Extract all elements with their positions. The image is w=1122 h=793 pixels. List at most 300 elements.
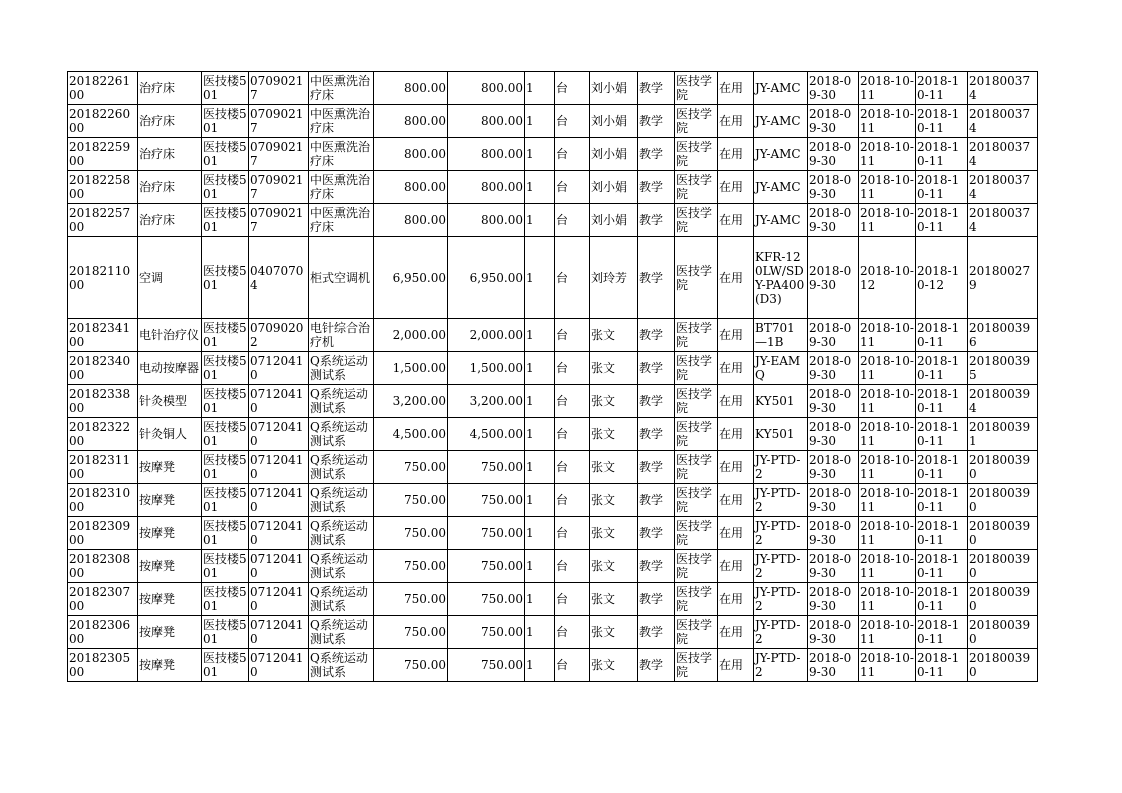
- table-row: [68, 451, 1038, 484]
- cell-department: 医技学院: [675, 237, 718, 319]
- cell-total-amount: 800.00: [448, 72, 525, 105]
- cell-document-no: 201800390: [968, 616, 1038, 649]
- cell-total-amount: 750.00: [448, 550, 525, 583]
- cell-status: 在用: [718, 649, 754, 682]
- cell-category-code: 07120410: [249, 418, 309, 451]
- cell-unit-price: 800.00: [374, 138, 448, 171]
- table-row: [68, 171, 1038, 204]
- cell-asset-name: 治疗床: [138, 72, 202, 105]
- cell-category-code: 04070704: [249, 237, 309, 319]
- cell-total-amount: 6,950.00: [448, 237, 525, 319]
- cell-model: JY-PTD-2: [754, 583, 808, 616]
- cell-unit-price: 800.00: [374, 204, 448, 237]
- table-row: [68, 319, 1038, 352]
- cell-category-code: 07120410: [249, 616, 309, 649]
- cell-usage: 教学: [638, 319, 675, 352]
- cell-custodian: 张文: [590, 616, 638, 649]
- cell-entry-date: 2018-10-11: [859, 319, 916, 352]
- cell-category-name: Q系统运动测试系: [309, 418, 374, 451]
- cell-total-amount: 750.00: [448, 616, 525, 649]
- cell-usage: 教学: [638, 204, 675, 237]
- cell-document-no: 201800374: [968, 204, 1038, 237]
- cell-asset-name: 空调: [138, 237, 202, 319]
- cell-entry-date: 2018-10-11: [859, 204, 916, 237]
- cell-asset-id: 2018231000: [68, 484, 138, 517]
- cell-asset-name: 治疗床: [138, 105, 202, 138]
- cell-asset-id: 2018230900: [68, 517, 138, 550]
- cell-usage: 教学: [638, 418, 675, 451]
- table-row: [68, 649, 1038, 682]
- cell-unit-price: 3,200.00: [374, 385, 448, 418]
- cell-quantity: 1: [525, 237, 555, 319]
- cell-location: 医技楼501: [202, 319, 249, 352]
- cell-category-code: 07120410: [249, 451, 309, 484]
- cell-document-no: 201800396: [968, 319, 1038, 352]
- cell-unit: 台: [555, 418, 590, 451]
- cell-unit: 台: [555, 352, 590, 385]
- cell-purchase-date: 2018-09-30: [808, 616, 859, 649]
- cell-category-name: 中医熏洗治疗床: [309, 105, 374, 138]
- cell-quantity: 1: [525, 484, 555, 517]
- cell-unit: 台: [555, 385, 590, 418]
- cell-category-name: Q系统运动测试系: [309, 451, 374, 484]
- cell-approval-date: 2018-10-12: [916, 237, 968, 319]
- cell-entry-date: 2018-10-12: [859, 237, 916, 319]
- cell-unit: 台: [555, 649, 590, 682]
- cell-entry-date: 2018-10-11: [859, 649, 916, 682]
- cell-document-no: 201800395: [968, 352, 1038, 385]
- cell-location: 医技楼501: [202, 484, 249, 517]
- cell-model: JY-PTD-2: [754, 484, 808, 517]
- cell-purchase-date: 2018-09-30: [808, 319, 859, 352]
- cell-approval-date: 2018-10-11: [916, 484, 968, 517]
- cell-model: JY-PTD-2: [754, 616, 808, 649]
- cell-entry-date: 2018-10-11: [859, 616, 916, 649]
- cell-approval-date: 2018-10-11: [916, 385, 968, 418]
- cell-approval-date: 2018-10-11: [916, 319, 968, 352]
- cell-custodian: 张文: [590, 451, 638, 484]
- cell-unit-price: 4,500.00: [374, 418, 448, 451]
- cell-quantity: 1: [525, 649, 555, 682]
- cell-purchase-date: 2018-09-30: [808, 105, 859, 138]
- cell-usage: 教学: [638, 484, 675, 517]
- cell-category-name: 中医熏洗治疗床: [309, 72, 374, 105]
- cell-unit-price: 750.00: [374, 517, 448, 550]
- table-row: [68, 550, 1038, 583]
- cell-quantity: 1: [525, 385, 555, 418]
- cell-document-no: 201800374: [968, 72, 1038, 105]
- cell-total-amount: 800.00: [448, 204, 525, 237]
- cell-asset-name: 治疗床: [138, 138, 202, 171]
- table-row: [68, 352, 1038, 385]
- cell-asset-id: 2018226100: [68, 72, 138, 105]
- cell-unit-price: 800.00: [374, 171, 448, 204]
- cell-entry-date: 2018-10-11: [859, 418, 916, 451]
- cell-unit: 台: [555, 72, 590, 105]
- cell-model: KY501: [754, 418, 808, 451]
- cell-entry-date: 2018-10-11: [859, 451, 916, 484]
- cell-approval-date: 2018-10-11: [916, 583, 968, 616]
- cell-unit: 台: [555, 616, 590, 649]
- cell-usage: 教学: [638, 583, 675, 616]
- cell-unit-price: 750.00: [374, 649, 448, 682]
- cell-quantity: 1: [525, 517, 555, 550]
- cell-unit-price: 2,000.00: [374, 319, 448, 352]
- cell-custodian: 刘小娟: [590, 204, 638, 237]
- cell-model: JY-PTD-2: [754, 550, 808, 583]
- cell-approval-date: 2018-10-11: [916, 550, 968, 583]
- cell-category-code: 07090217: [249, 138, 309, 171]
- cell-category-code: 07090217: [249, 105, 309, 138]
- cell-unit-price: 750.00: [374, 616, 448, 649]
- cell-asset-id: 2018234000: [68, 352, 138, 385]
- cell-category-code: 07090217: [249, 204, 309, 237]
- cell-total-amount: 3,200.00: [448, 385, 525, 418]
- cell-unit: 台: [555, 550, 590, 583]
- cell-entry-date: 2018-10-11: [859, 352, 916, 385]
- cell-category-code: 07120410: [249, 517, 309, 550]
- cell-asset-name: 针灸模型: [138, 385, 202, 418]
- cell-approval-date: 2018-10-11: [916, 204, 968, 237]
- table-row: [68, 616, 1038, 649]
- cell-department: 医技学院: [675, 649, 718, 682]
- cell-model: JY-AMC: [754, 138, 808, 171]
- cell-location: 医技楼501: [202, 171, 249, 204]
- cell-purchase-date: 2018-09-30: [808, 204, 859, 237]
- cell-location: 医技楼501: [202, 550, 249, 583]
- table-row: [68, 583, 1038, 616]
- cell-quantity: 1: [525, 319, 555, 352]
- cell-unit-price: 800.00: [374, 105, 448, 138]
- cell-status: 在用: [718, 385, 754, 418]
- cell-usage: 教学: [638, 352, 675, 385]
- cell-entry-date: 2018-10-11: [859, 484, 916, 517]
- cell-category-name: Q系统运动测试系: [309, 517, 374, 550]
- cell-asset-id: 2018230500: [68, 649, 138, 682]
- cell-entry-date: 2018-10-11: [859, 105, 916, 138]
- cell-location: 医技楼501: [202, 385, 249, 418]
- cell-quantity: 1: [525, 616, 555, 649]
- cell-custodian: 刘小娟: [590, 72, 638, 105]
- cell-entry-date: 2018-10-11: [859, 385, 916, 418]
- cell-department: 医技学院: [675, 385, 718, 418]
- cell-custodian: 张文: [590, 418, 638, 451]
- asset-table: [67, 71, 1038, 682]
- cell-custodian: 刘小娟: [590, 105, 638, 138]
- cell-location: 医技楼501: [202, 237, 249, 319]
- cell-unit: 台: [555, 451, 590, 484]
- table-row: [68, 72, 1038, 105]
- cell-custodian: 刘小娟: [590, 138, 638, 171]
- cell-usage: 教学: [638, 171, 675, 204]
- cell-category-code: 07120410: [249, 583, 309, 616]
- cell-location: 医技楼501: [202, 649, 249, 682]
- cell-asset-id: 2018230700: [68, 583, 138, 616]
- cell-status: 在用: [718, 171, 754, 204]
- cell-category-code: 07090202: [249, 319, 309, 352]
- cell-asset-name: 针灸铜人: [138, 418, 202, 451]
- cell-purchase-date: 2018-09-30: [808, 352, 859, 385]
- cell-status: 在用: [718, 105, 754, 138]
- cell-quantity: 1: [525, 451, 555, 484]
- cell-category-name: 中医熏洗治疗床: [309, 171, 374, 204]
- cell-approval-date: 2018-10-11: [916, 517, 968, 550]
- cell-quantity: 1: [525, 171, 555, 204]
- cell-entry-date: 2018-10-11: [859, 550, 916, 583]
- cell-category-name: Q系统运动测试系: [309, 550, 374, 583]
- cell-purchase-date: 2018-09-30: [808, 237, 859, 319]
- cell-usage: 教学: [638, 138, 675, 171]
- cell-asset-id: 2018225800: [68, 171, 138, 204]
- cell-asset-name: 按摩凳: [138, 649, 202, 682]
- cell-model: KFR-120LW/SDY-PA400(D3): [754, 237, 808, 319]
- cell-department: 医技学院: [675, 517, 718, 550]
- table-row: [68, 105, 1038, 138]
- cell-category-code: 07120410: [249, 484, 309, 517]
- cell-asset-name: 电动按摩器: [138, 352, 202, 385]
- table-row: [68, 418, 1038, 451]
- cell-custodian: 张文: [590, 649, 638, 682]
- cell-department: 医技学院: [675, 105, 718, 138]
- cell-status: 在用: [718, 418, 754, 451]
- cell-location: 医技楼501: [202, 204, 249, 237]
- cell-asset-name: 治疗床: [138, 204, 202, 237]
- cell-document-no: 201800391: [968, 418, 1038, 451]
- cell-quantity: 1: [525, 418, 555, 451]
- cell-asset-name: 电针治疗仪: [138, 319, 202, 352]
- cell-status: 在用: [718, 352, 754, 385]
- cell-purchase-date: 2018-09-30: [808, 484, 859, 517]
- cell-approval-date: 2018-10-11: [916, 451, 968, 484]
- cell-category-name: 电针综合治疗机: [309, 319, 374, 352]
- cell-asset-id: 2018225700: [68, 204, 138, 237]
- cell-custodian: 张文: [590, 352, 638, 385]
- cell-unit: 台: [555, 237, 590, 319]
- cell-status: 在用: [718, 237, 754, 319]
- cell-custodian: 刘玲芳: [590, 237, 638, 319]
- cell-asset-name: 按摩凳: [138, 484, 202, 517]
- cell-category-name: 中医熏洗治疗床: [309, 204, 374, 237]
- cell-total-amount: 2,000.00: [448, 319, 525, 352]
- cell-unit-price: 750.00: [374, 550, 448, 583]
- cell-unit-price: 1,500.00: [374, 352, 448, 385]
- cell-model: BT701—1B: [754, 319, 808, 352]
- cell-total-amount: 750.00: [448, 583, 525, 616]
- cell-document-no: 201800390: [968, 649, 1038, 682]
- cell-asset-id: 2018226000: [68, 105, 138, 138]
- cell-status: 在用: [718, 583, 754, 616]
- cell-usage: 教学: [638, 385, 675, 418]
- cell-category-code: 07090217: [249, 72, 309, 105]
- cell-usage: 教学: [638, 649, 675, 682]
- cell-usage: 教学: [638, 616, 675, 649]
- cell-quantity: 1: [525, 583, 555, 616]
- cell-department: 医技学院: [675, 484, 718, 517]
- cell-location: 医技楼501: [202, 616, 249, 649]
- cell-asset-name: 按摩凳: [138, 517, 202, 550]
- cell-entry-date: 2018-10-11: [859, 138, 916, 171]
- cell-asset-name: 治疗床: [138, 171, 202, 204]
- cell-document-no: 201800390: [968, 583, 1038, 616]
- cell-unit: 台: [555, 138, 590, 171]
- cell-location: 医技楼501: [202, 451, 249, 484]
- cell-purchase-date: 2018-09-30: [808, 517, 859, 550]
- cell-asset-name: 按摩凳: [138, 616, 202, 649]
- cell-usage: 教学: [638, 105, 675, 138]
- cell-document-no: 201800390: [968, 517, 1038, 550]
- cell-category-code: 07120410: [249, 550, 309, 583]
- cell-category-name: Q系统运动测试系: [309, 352, 374, 385]
- cell-model: JY-EAMQ: [754, 352, 808, 385]
- cell-asset-id: 2018225900: [68, 138, 138, 171]
- cell-total-amount: 800.00: [448, 171, 525, 204]
- cell-model: KY501: [754, 385, 808, 418]
- cell-quantity: 1: [525, 204, 555, 237]
- cell-entry-date: 2018-10-11: [859, 517, 916, 550]
- cell-model: JY-PTD-2: [754, 649, 808, 682]
- cell-quantity: 1: [525, 138, 555, 171]
- cell-location: 医技楼501: [202, 352, 249, 385]
- cell-model: JY-AMC: [754, 72, 808, 105]
- cell-quantity: 1: [525, 105, 555, 138]
- cell-status: 在用: [718, 451, 754, 484]
- cell-custodian: 张文: [590, 319, 638, 352]
- cell-department: 医技学院: [675, 583, 718, 616]
- cell-model: JY-AMC: [754, 204, 808, 237]
- cell-department: 医技学院: [675, 451, 718, 484]
- table-row: [68, 385, 1038, 418]
- cell-purchase-date: 2018-09-30: [808, 583, 859, 616]
- cell-entry-date: 2018-10-11: [859, 171, 916, 204]
- cell-unit: 台: [555, 105, 590, 138]
- cell-unit: 台: [555, 204, 590, 237]
- cell-total-amount: 750.00: [448, 484, 525, 517]
- cell-approval-date: 2018-10-11: [916, 171, 968, 204]
- cell-custodian: 张文: [590, 550, 638, 583]
- cell-custodian: 张文: [590, 517, 638, 550]
- cell-status: 在用: [718, 616, 754, 649]
- cell-approval-date: 2018-10-11: [916, 418, 968, 451]
- cell-status: 在用: [718, 517, 754, 550]
- cell-usage: 教学: [638, 517, 675, 550]
- cell-asset-id: 2018232200: [68, 418, 138, 451]
- cell-department: 医技学院: [675, 550, 718, 583]
- cell-purchase-date: 2018-09-30: [808, 138, 859, 171]
- cell-category-code: 07090217: [249, 171, 309, 204]
- table-row: [68, 237, 1038, 319]
- cell-status: 在用: [718, 550, 754, 583]
- cell-total-amount: 750.00: [448, 517, 525, 550]
- cell-total-amount: 800.00: [448, 138, 525, 171]
- cell-model: JY-PTD-2: [754, 517, 808, 550]
- cell-department: 医技学院: [675, 352, 718, 385]
- cell-model: JY-PTD-2: [754, 451, 808, 484]
- cell-status: 在用: [718, 204, 754, 237]
- cell-asset-id: 2018233800: [68, 385, 138, 418]
- cell-document-no: 201800374: [968, 171, 1038, 204]
- cell-asset-name: 按摩凳: [138, 550, 202, 583]
- cell-purchase-date: 2018-09-30: [808, 72, 859, 105]
- cell-department: 医技学院: [675, 171, 718, 204]
- cell-unit-price: 6,950.00: [374, 237, 448, 319]
- cell-unit-price: 750.00: [374, 451, 448, 484]
- cell-unit: 台: [555, 583, 590, 616]
- cell-model: JY-AMC: [754, 171, 808, 204]
- cell-total-amount: 800.00: [448, 105, 525, 138]
- cell-location: 医技楼501: [202, 138, 249, 171]
- cell-category-name: Q系统运动测试系: [309, 385, 374, 418]
- cell-custodian: 刘小娟: [590, 171, 638, 204]
- cell-asset-id: 2018230600: [68, 616, 138, 649]
- cell-document-no: 201800394: [968, 385, 1038, 418]
- cell-location: 医技楼501: [202, 72, 249, 105]
- cell-asset-id: 2018230800: [68, 550, 138, 583]
- cell-purchase-date: 2018-09-30: [808, 171, 859, 204]
- cell-usage: 教学: [638, 451, 675, 484]
- cell-total-amount: 4,500.00: [448, 418, 525, 451]
- cell-status: 在用: [718, 484, 754, 517]
- cell-department: 医技学院: [675, 72, 718, 105]
- cell-total-amount: 750.00: [448, 451, 525, 484]
- cell-category-name: Q系统运动测试系: [309, 616, 374, 649]
- cell-status: 在用: [718, 72, 754, 105]
- cell-document-no: 201800279: [968, 237, 1038, 319]
- cell-document-no: 201800390: [968, 484, 1038, 517]
- cell-entry-date: 2018-10-11: [859, 583, 916, 616]
- cell-usage: 教学: [638, 550, 675, 583]
- cell-unit-price: 800.00: [374, 72, 448, 105]
- cell-unit: 台: [555, 319, 590, 352]
- cell-quantity: 1: [525, 352, 555, 385]
- cell-asset-id: 2018231100: [68, 451, 138, 484]
- cell-approval-date: 2018-10-11: [916, 352, 968, 385]
- cell-document-no: 201800390: [968, 451, 1038, 484]
- cell-purchase-date: 2018-09-30: [808, 451, 859, 484]
- cell-category-code: 07120410: [249, 352, 309, 385]
- table-body: [68, 72, 1038, 682]
- cell-department: 医技学院: [675, 319, 718, 352]
- cell-department: 医技学院: [675, 204, 718, 237]
- cell-usage: 教学: [638, 237, 675, 319]
- cell-category-name: Q系统运动测试系: [309, 649, 374, 682]
- cell-purchase-date: 2018-09-30: [808, 649, 859, 682]
- cell-category-code: 07120410: [249, 649, 309, 682]
- cell-status: 在用: [718, 138, 754, 171]
- cell-document-no: 201800390: [968, 550, 1038, 583]
- cell-category-name: 柜式空调机: [309, 237, 374, 319]
- cell-location: 医技楼501: [202, 418, 249, 451]
- cell-unit: 台: [555, 484, 590, 517]
- cell-asset-name: 按摩凳: [138, 583, 202, 616]
- table-row: [68, 138, 1038, 171]
- cell-custodian: 张文: [590, 484, 638, 517]
- cell-entry-date: 2018-10-11: [859, 72, 916, 105]
- cell-asset-name: 按摩凳: [138, 451, 202, 484]
- cell-model: JY-AMC: [754, 105, 808, 138]
- cell-approval-date: 2018-10-11: [916, 138, 968, 171]
- cell-total-amount: 1,500.00: [448, 352, 525, 385]
- cell-total-amount: 750.00: [448, 649, 525, 682]
- cell-custodian: 张文: [590, 385, 638, 418]
- cell-unit-price: 750.00: [374, 583, 448, 616]
- cell-location: 医技楼501: [202, 583, 249, 616]
- cell-status: 在用: [718, 319, 754, 352]
- cell-approval-date: 2018-10-11: [916, 105, 968, 138]
- cell-asset-id: 2018234100: [68, 319, 138, 352]
- cell-approval-date: 2018-10-11: [916, 616, 968, 649]
- cell-document-no: 201800374: [968, 105, 1038, 138]
- table-row: [68, 204, 1038, 237]
